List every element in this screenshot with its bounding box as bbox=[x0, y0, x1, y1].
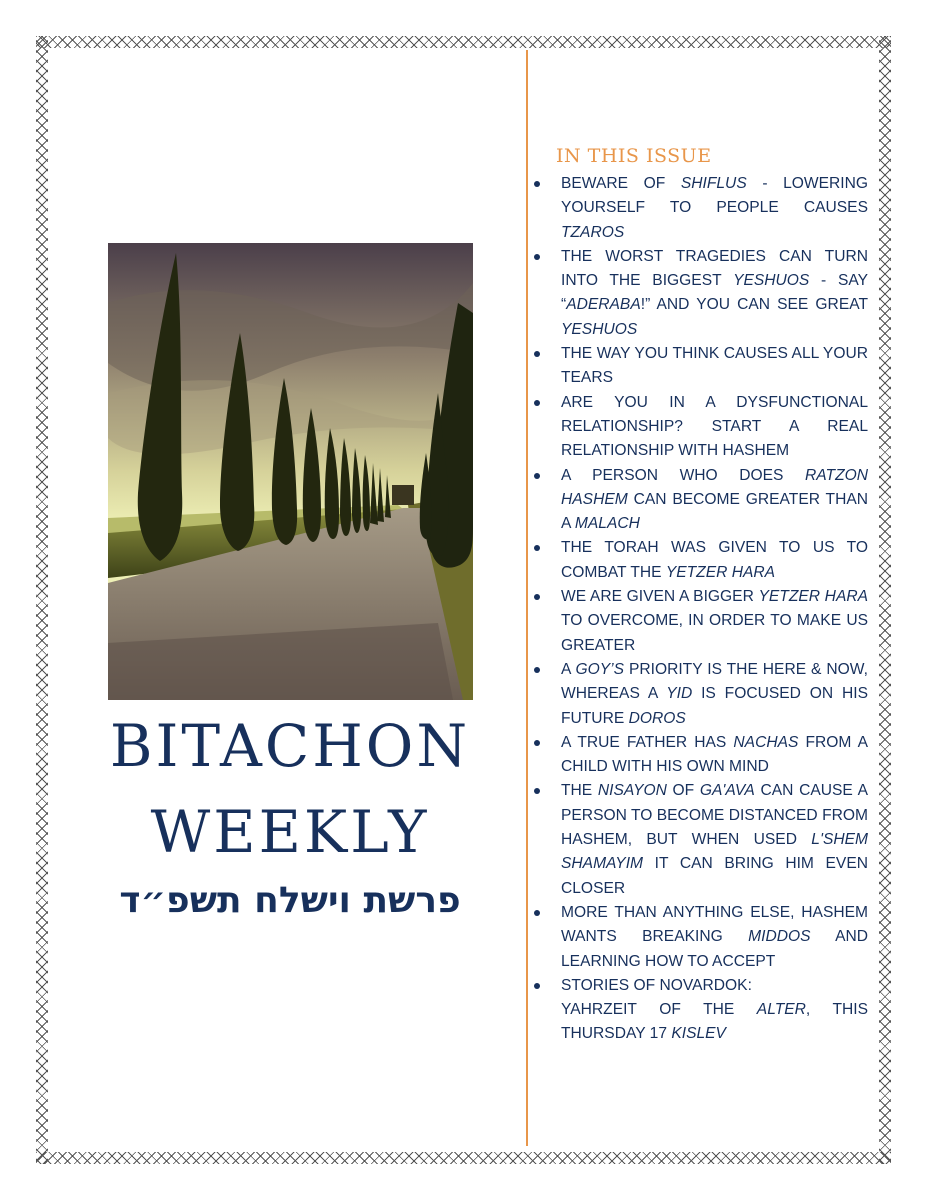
bullet-icon bbox=[534, 667, 540, 673]
bullet-icon bbox=[534, 545, 540, 551]
bullet-icon bbox=[534, 400, 540, 406]
newsletter-title-line2: WEEKLY bbox=[150, 798, 430, 866]
bullet-icon bbox=[534, 910, 540, 916]
page-border-bottom bbox=[36, 1152, 891, 1164]
column-divider bbox=[526, 50, 528, 1146]
bullet-icon bbox=[534, 983, 540, 989]
cover-photo bbox=[108, 243, 473, 700]
bullet-icon bbox=[534, 181, 540, 187]
bullet-icon bbox=[534, 594, 540, 600]
parsha-name: פרשת וישלח תשפ״ד bbox=[119, 880, 461, 921]
issue-item: A PERSON WHO DOES RATZON HASHEM CAN BECOME GREATER THAN A MALACH bbox=[534, 464, 868, 537]
bullet-icon bbox=[534, 740, 540, 746]
issue-list bbox=[534, 172, 868, 1047]
issue-item: THE NISAYON OF GA'AVA CAN CAUSE A PERSON TO BECOME DISTANCED FROM HASHEM, BUT WHEN USED L'SHEM SHAMAYIM IT CAN BRING HIM EVEN CLOSER bbox=[534, 779, 868, 900]
issue-item: MORE THAN ANYTHING ELSE, HASHEM WANTS BREAKING MIDDOS AND LEARNING HOW TO ACCEPT bbox=[534, 901, 868, 974]
issue-item: THE WORST TRAGEDIES CAN TURN INTO THE BIGGEST YESHUOS - SAY “ADERABA!” AND YOU CAN SEE GREAT YESHUOS bbox=[534, 245, 868, 342]
page-border-top bbox=[36, 36, 891, 48]
issue-item-novardok: STORIES OF NOVARDOK: YAHRZEIT OF THE ALTER, THIS THURSDAY 17 KISLEV bbox=[534, 974, 868, 1047]
issue-heading: IN THIS ISSUE bbox=[556, 145, 712, 167]
issue-item: THE WAY YOU THINK CAUSES ALL YOUR TEARS bbox=[534, 342, 868, 391]
issue-item: BEWARE OF SHIFLUS - LOWERING YOURSELF TO PEOPLE CAUSES TZAROS bbox=[534, 172, 868, 245]
page-border-left bbox=[36, 36, 48, 1164]
issue-item: A TRUE FATHER HAS NACHAS FROM A CHILD WITH HIS OWN MIND bbox=[534, 731, 868, 780]
newsletter-title-line1: BITACHON bbox=[109, 712, 471, 780]
issue-item: THE TORAH WAS GIVEN TO US TO COMBAT THE YETZER HARA bbox=[534, 536, 868, 585]
bullet-icon bbox=[534, 351, 540, 357]
bullet-icon bbox=[534, 473, 540, 479]
bullet-icon bbox=[534, 788, 540, 794]
issue-item: A GOY’S PRIORITY IS THE HERE & NOW, WHEREAS A YID IS FOCUSED ON HIS FUTURE DOROS bbox=[534, 658, 868, 731]
issue-item: ARE YOU IN A DYSFUNCTIONAL RELATIONSHIP? START A REAL RELATIONSHIP WITH HASHEM bbox=[534, 391, 868, 464]
page-border-right bbox=[879, 36, 891, 1164]
issue-item: WE ARE GIVEN A BIGGER YETZER HARA TO OVERCOME, IN ORDER TO MAKE US GREATER bbox=[534, 585, 868, 658]
bullet-icon bbox=[534, 254, 540, 260]
